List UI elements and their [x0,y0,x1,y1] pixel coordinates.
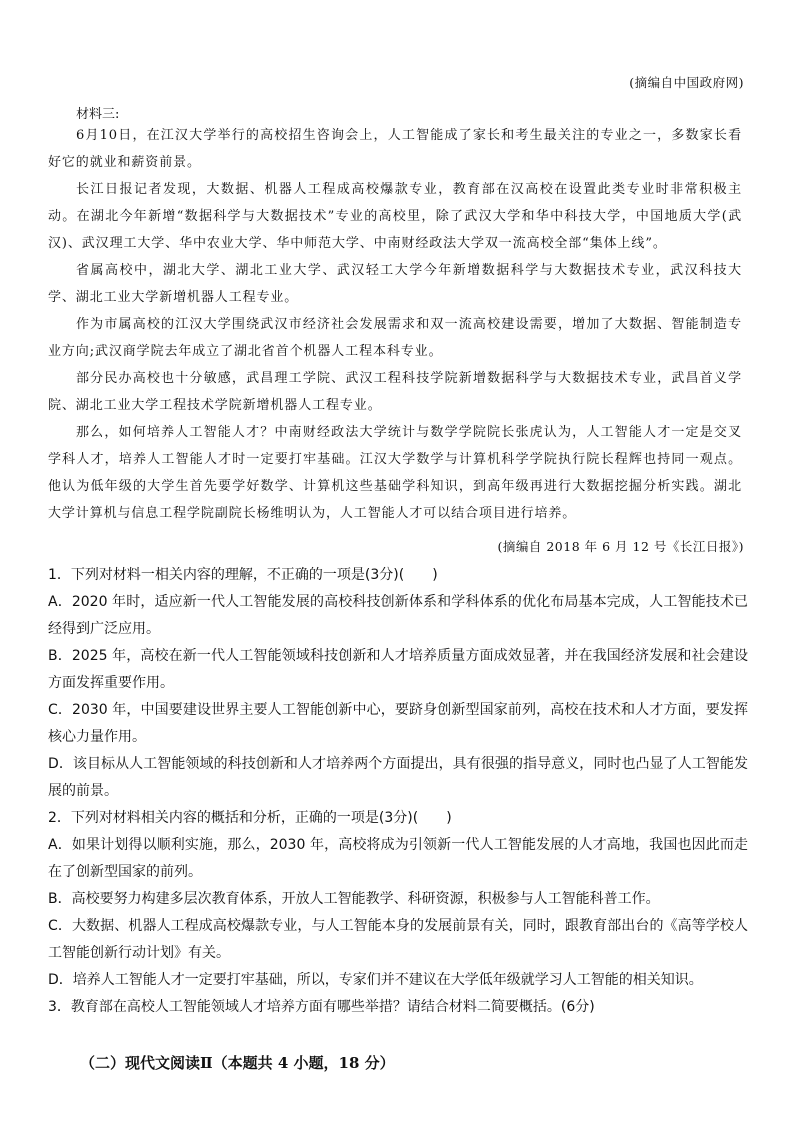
material-3-text [48,122,742,527]
question-2-option-b: B．高校要努力构建多层次教育体系，开放人工智能教学、科研资源，积极参与人工智能科普工作。 [48,891,660,907]
question-2-option-a: A．如果计划得以顺利实施，那么，2030 年，高校将成为引领新一代人工智能发展的人才高地，我国也因此而走在了创新型国家的前列。 [48,837,748,880]
source-citation-top: (摘编自中国政府网) [629,75,744,90]
questions-block [48,562,748,1021]
material-paragraph: 省属高校中，湖北大学、湖北工业大学、武汉轻工大学今年新增数据科学与大数据技术专业，武汉科技大学、湖北工业大学新增机器人工程专业。 [48,263,742,305]
material-paragraph: 6月10日，在江汉大学举行的高校招生咨询会上，人工智能成了家长和考生最关注的专业之一，多数家长看好它的就业和薪资前景。 [48,128,742,170]
question-1-stem: 1．下列对材料一相关内容的理解，不正确的一项是(3分)( ) [48,567,438,583]
question-3-stem: 3．教育部在高校人工智能领域人才培养方面有哪些举措？请结合材料二简要概括。(6分) [48,999,595,1015]
material-paragraph: 那么，如何培养人工智能人才？中南财经政法大学统计与数学学院院长张虎认为，人工智能人才一定是交叉学科人才，培养人工智能人才时一定要打牢基础。江汉大学数学与计算机科学学院执行院长程辉也持同一观点。他认为低年级的大学生首先要学好数学、计算机这些基础学科知识，到高年级再进行大数据挖掘分析实践。湖北大学计算机与信息工程学院副院长杨维明认为，人工智能人才可以结合项目进行培养。 [48,425,742,521]
question-1-option-b: B．2025 年，高校在新一代人工智能领域科技创新和人才培养质量方面成效显著，并在我国经济发展和社会建设方面发挥重要作用。 [48,648,748,691]
question-2-stem: 2．下列对材料相关内容的概括和分析，正确的一项是(3分)( ) [48,810,452,826]
material-paragraph: 作为市属高校的江汉大学围绕武汉市经济社会发展需求和双一流高校建设需要，增加了大数据、智能制造专业方向;武汉商学院去年成立了湖北省首个机器人工程本科专业。 [48,317,742,359]
material-paragraph: 长江日报记者发现，大数据、机器人工程成高校爆款专业，教育部在汉高校在设置此类专业时非常积极主动。在湖北今年新增“数据科学与大数据技术”专业的高校里，除了武汉大学和华中科技大学，中国地质大学(武汉)、武汉理工大学、华中农业大学、华中师范大学、中南财经政法大学双一流高校全部“集体上线”。 [48,182,742,251]
material-3-label: 材料三: [76,107,120,122]
question-2-option-c: C．大数据、机器人工程成高校爆款专业，与人工智能本身的发展前景有关，同时，跟教育部出台的《高等学校人工智能创新行动计划》有关。 [48,918,748,961]
source-citation-bottom: (摘编自 2018 年 6 月 12 号《长江日报》) [497,539,744,554]
question-1-option-c: C．2030 年，中国要建设世界主要人工智能创新中心，要跻身创新型国家前列，高校在技术和人才方面，要发挥核心力量作用。 [48,702,748,745]
question-1-option-a: A．2020 年时，适应新一代人工智能发展的高校科技创新体系和学科体系的优化布局基本完成，人工智能技术已经得到广泛应用。 [48,594,748,637]
question-1-option-d: D．该目标从人工智能领域的科技创新和人才培养两个方面提出，具有很强的指导意义，同时也凸显了人工智能发展的前景。 [48,756,748,799]
material-paragraph: 部分民办高校也十分敏感，武昌理工学院、武汉工程科技学院新增数据科学与大数据技术专业，武昌首义学院、湖北工业大学工程技术学院新增机器人工程专业。 [48,371,742,413]
section-heading: （二）现代文阅读Ⅱ（本题共 4 小题，18 分） [80,1054,395,1072]
question-2-option-d: D．培养人工智能人才一定要打牢基础，所以，专家们并不建议在大学低年级就学习人工智能的相关知识。 [48,972,703,988]
